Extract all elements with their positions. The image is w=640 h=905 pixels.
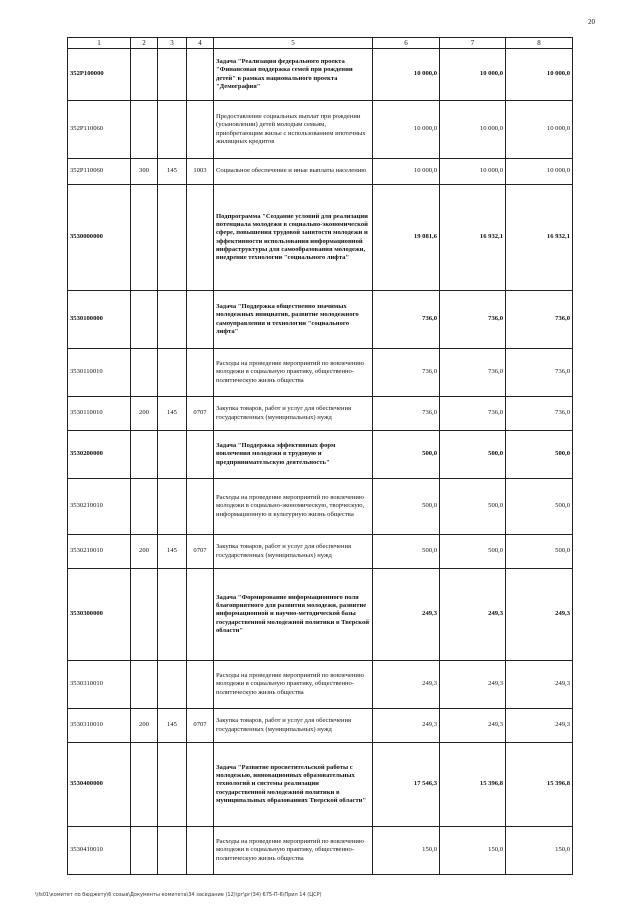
row-col4 — [187, 101, 214, 159]
row-col4: 1003 — [187, 159, 214, 185]
file-path-footer: \\fs01\комитет по бюджету\6 созыв\Документы комитета\34 заседание (12)\рг\рг(34) 675-П-6\Прил 14 (ЦСР) — [35, 892, 322, 898]
row-amount-6: 736,0 — [373, 291, 440, 349]
row-description: Задача "Реализация федерального проекта "Финансовая поддержка семей при рождении детей" в рамках национального проекта "Демография" — [214, 49, 373, 101]
row-description: Закупка товаров, работ и услуг для обеспечения государственных (муниципальных) нужд — [214, 397, 373, 431]
row-col3: 145 — [158, 397, 187, 431]
row-col3 — [158, 349, 187, 397]
table-row — [68, 743, 573, 827]
row-col2 — [131, 479, 158, 535]
row-amount-6: 19 081,6 — [373, 185, 440, 291]
row-col4 — [187, 743, 214, 827]
row-code: 352P100000 — [68, 49, 131, 101]
table-row — [68, 49, 573, 101]
row-amount-6: 249,3 — [373, 661, 440, 709]
header-cell: 6 — [373, 38, 440, 49]
row-col2: 200 — [131, 397, 158, 431]
row-col4 — [187, 291, 214, 349]
row-col3 — [158, 49, 187, 101]
row-description: Задача "Поддержка общественно значимых молодежных инициатив, развитие молодежного самоуправления и технологии "социального лифта" — [214, 291, 373, 349]
row-col3 — [158, 291, 187, 349]
row-col2 — [131, 661, 158, 709]
row-col4 — [187, 431, 214, 479]
row-col2 — [131, 349, 158, 397]
table-row — [68, 159, 573, 185]
row-amount-7: 150,0 — [440, 827, 506, 875]
row-col4 — [187, 661, 214, 709]
table-row — [68, 431, 573, 479]
row-col2: 200 — [131, 535, 158, 569]
row-code: 3530200000 — [68, 431, 131, 479]
row-code: 3530210010 — [68, 479, 131, 535]
row-amount-7: 500,0 — [440, 431, 506, 479]
table-row — [68, 291, 573, 349]
row-amount-7: 736,0 — [440, 397, 506, 431]
row-col2 — [131, 101, 158, 159]
row-description: Предоставление социальных выплат при рождении (усыновлении) детей молодым семьям, приобретающим жилье с использованием ипотечных жилищных кредитов — [214, 101, 373, 159]
row-amount-6: 736,0 — [373, 397, 440, 431]
row-col4 — [187, 479, 214, 535]
row-amount-6: 249,3 — [373, 569, 440, 661]
table-row — [68, 101, 573, 159]
row-description: Закупка товаров, работ и услуг для обеспечения государственных (муниципальных) нужд — [214, 535, 373, 569]
row-amount-8: 10 000,0 — [506, 101, 573, 159]
row-col4 — [187, 349, 214, 397]
header-row — [68, 38, 573, 49]
row-amount-8: 249,3 — [506, 569, 573, 661]
row-code: 352P110060 — [68, 101, 131, 159]
table-row — [68, 479, 573, 535]
row-col4 — [187, 569, 214, 661]
row-amount-8: 249,3 — [506, 709, 573, 743]
row-amount-7: 249,3 — [440, 709, 506, 743]
row-code: 3530300000 — [68, 569, 131, 661]
row-col4 — [187, 49, 214, 101]
row-col3 — [158, 185, 187, 291]
row-code: 3530400000 — [68, 743, 131, 827]
row-amount-8: 500,0 — [506, 535, 573, 569]
header-cell: 3 — [158, 38, 187, 49]
row-description: Задача "Развитие просветительской работы с молодежью, инновационных образовательных технологий и системы реализации государственной молодежной политики в муниципальных образованиях Тверской области" — [214, 743, 373, 827]
row-col4: 0707 — [187, 535, 214, 569]
row-amount-8: 500,0 — [506, 431, 573, 479]
row-description: Расходы на проведение мероприятий по вовлечению молодежи в социальную практику, общественно-политическую жизнь общества — [214, 661, 373, 709]
row-amount-7: 736,0 — [440, 349, 506, 397]
row-col4: 0707 — [187, 397, 214, 431]
row-col3 — [158, 743, 187, 827]
row-description: Расходы на проведение мероприятий по вовлечению молодежи в социально-экономическую, творческую, информационную и культурную жизнь общества — [214, 479, 373, 535]
row-description: Расходы на проведение мероприятий по вовлечению молодежи в социальную практику, общественно-политическую жизнь общества — [214, 349, 373, 397]
row-amount-7: 249,3 — [440, 569, 506, 661]
row-col3: 145 — [158, 535, 187, 569]
row-description: Подпрограмма "Создание условий для реализации потенциала молодежи в социально-экономической сфере, повышения трудовой занятости молодежи и эффективности использования информационной инфраструктуры для самообразования молодежи, внедрение технологии "социального лифта" — [214, 185, 373, 291]
row-amount-7: 16 932,1 — [440, 185, 506, 291]
row-amount-8: 10 000,0 — [506, 49, 573, 101]
row-amount-8: 16 932,1 — [506, 185, 573, 291]
header-cell: 4 — [187, 38, 214, 49]
row-col3 — [158, 569, 187, 661]
row-col3 — [158, 431, 187, 479]
row-description: Задача "Поддержка эффективных форм вовлечения молодежи в трудовую и предпринимательскую деятельность" — [214, 431, 373, 479]
row-code: 3530100000 — [68, 291, 131, 349]
row-description: Задача "Формирование информационного поля благоприятного для развития молодежи, развитие информационной и научно-методической базы государственной молодежной политики в Тверской области" — [214, 569, 373, 661]
row-amount-6: 500,0 — [373, 535, 440, 569]
table-row — [68, 709, 573, 743]
row-description: Закупка товаров, работ и услуг для обеспечения государственных (муниципальных) нужд — [214, 709, 373, 743]
header-cell: 1 — [68, 38, 131, 49]
header-cell: 7 — [440, 38, 506, 49]
header-cell: 2 — [131, 38, 158, 49]
row-amount-6: 10 000,0 — [373, 159, 440, 185]
table-row — [68, 349, 573, 397]
row-col3: 145 — [158, 709, 187, 743]
table-row — [68, 569, 573, 661]
page-number: 20 — [588, 18, 595, 26]
table-row — [68, 535, 573, 569]
table-row — [68, 661, 573, 709]
row-amount-7: 500,0 — [440, 535, 506, 569]
row-col2: 200 — [131, 709, 158, 743]
row-code: 352P110060 — [68, 159, 131, 185]
row-col2: 300 — [131, 159, 158, 185]
row-code: 3530210010 — [68, 535, 131, 569]
row-col4 — [187, 185, 214, 291]
row-code: 3530110010 — [68, 397, 131, 431]
row-amount-6: 736,0 — [373, 349, 440, 397]
row-code: 3530410010 — [68, 827, 131, 875]
row-col3 — [158, 101, 187, 159]
header-cell: 8 — [506, 38, 573, 49]
header-cell: 5 — [214, 38, 373, 49]
row-col3: 145 — [158, 159, 187, 185]
row-amount-7: 15 396,8 — [440, 743, 506, 827]
row-amount-8: 736,0 — [506, 349, 573, 397]
table-row — [68, 397, 573, 431]
row-description: Социальное обеспечение и иные выплаты населению — [214, 159, 373, 185]
row-amount-6: 10 000,0 — [373, 49, 440, 101]
row-amount-6: 500,0 — [373, 479, 440, 535]
row-amount-6: 500,0 — [373, 431, 440, 479]
row-col3 — [158, 479, 187, 535]
table-row — [68, 827, 573, 875]
row-amount-8: 150,0 — [506, 827, 573, 875]
row-amount-6: 10 000,0 — [373, 101, 440, 159]
budget-table — [67, 37, 573, 875]
row-amount-6: 17 546,3 — [373, 743, 440, 827]
row-amount-8: 736,0 — [506, 291, 573, 349]
row-amount-7: 500,0 — [440, 479, 506, 535]
row-amount-6: 150,0 — [373, 827, 440, 875]
row-amount-8: 736,0 — [506, 397, 573, 431]
row-amount-7: 10 000,0 — [440, 101, 506, 159]
row-description: Расходы на проведение мероприятий по вовлечению молодежи в социальную практику, общественно-политическую жизнь общества — [214, 827, 373, 875]
row-amount-8: 10 000,0 — [506, 159, 573, 185]
row-amount-7: 10 000,0 — [440, 49, 506, 101]
row-code: 3530310010 — [68, 709, 131, 743]
row-col2 — [131, 49, 158, 101]
row-code: 3530310010 — [68, 661, 131, 709]
row-amount-7: 10 000,0 — [440, 159, 506, 185]
row-col2 — [131, 569, 158, 661]
row-col2 — [131, 431, 158, 479]
row-col2 — [131, 743, 158, 827]
row-col4 — [187, 827, 214, 875]
row-amount-7: 736,0 — [440, 291, 506, 349]
row-col2 — [131, 185, 158, 291]
row-amount-7: 249,3 — [440, 661, 506, 709]
row-code: 3530000000 — [68, 185, 131, 291]
row-amount-6: 249,3 — [373, 709, 440, 743]
row-col4: 0707 — [187, 709, 214, 743]
table-row — [68, 185, 573, 291]
row-amount-8: 15 396,8 — [506, 743, 573, 827]
row-amount-8: 500,0 — [506, 479, 573, 535]
row-col2 — [131, 827, 158, 875]
row-amount-8: 249,3 — [506, 661, 573, 709]
row-col2 — [131, 291, 158, 349]
row-code: 3530110010 — [68, 349, 131, 397]
row-col3 — [158, 661, 187, 709]
row-col3 — [158, 827, 187, 875]
